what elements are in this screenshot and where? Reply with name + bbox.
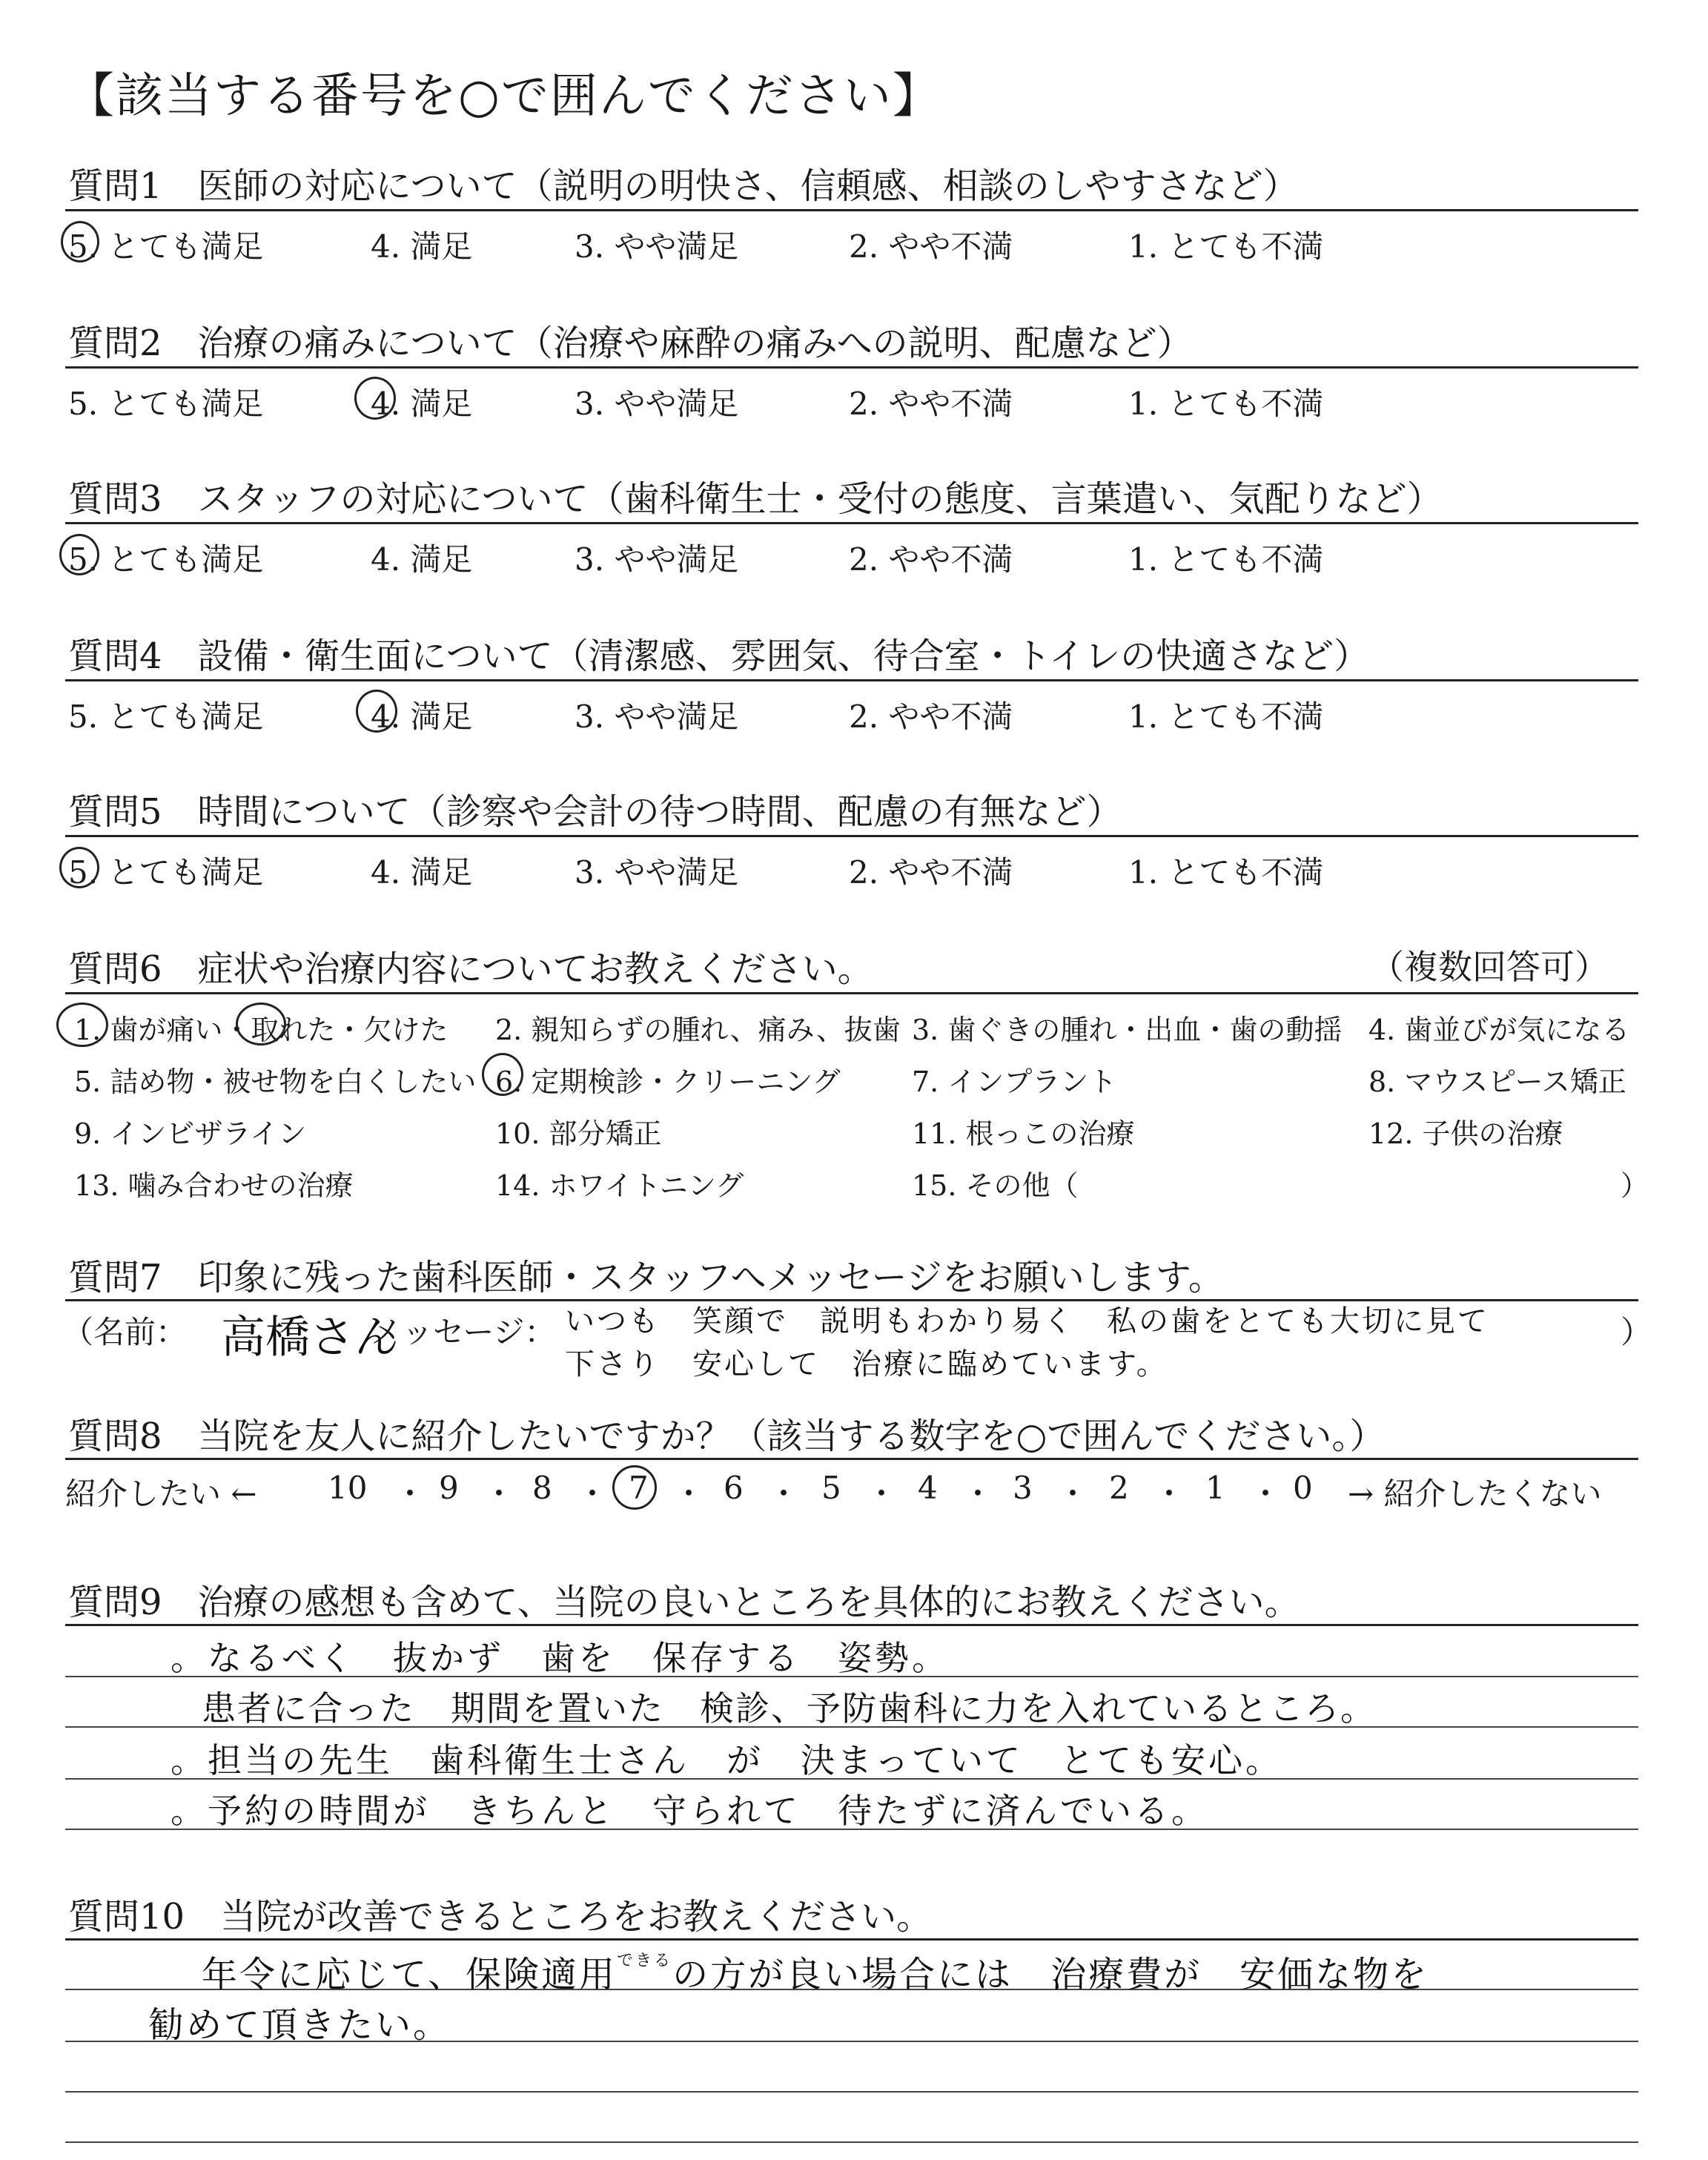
q5-option-5[interactable]: 5. とても満足 — [68, 854, 264, 891]
q10-answer-line-1[interactable] — [202, 1946, 1429, 1997]
q6-option-10[interactable]: 10. 部分矯正 — [495, 1117, 662, 1150]
q6-option-11[interactable]: 11. 根っこの治療 — [912, 1117, 1135, 1150]
q6-option-9[interactable]: 9. インビザライン — [74, 1117, 307, 1150]
question-9-rule — [65, 1624, 1638, 1626]
q3-option-2[interactable]: 2. やや不満 — [849, 541, 1013, 578]
answer-line — [65, 2091, 1638, 2093]
q6-option-14[interactable]: 14. ホワイトニング — [495, 1169, 744, 1202]
q4-selection-circle — [356, 690, 397, 733]
scale-dot: ・ — [1250, 1476, 1282, 1512]
q3-selection-circle — [59, 534, 99, 575]
q1-option-2[interactable]: 2. やや不満 — [849, 228, 1013, 265]
q1-option-1[interactable]: 1. とても不満 — [1128, 228, 1324, 265]
q8-selection-circle — [612, 1465, 657, 1510]
q5-option-2[interactable]: 2. やや不満 — [849, 854, 1013, 891]
q2-option-1[interactable]: 1. とても不満 — [1128, 386, 1324, 422]
q3-option-5[interactable]: 5. とても満足 — [68, 541, 264, 578]
q6-option-4[interactable]: 4. 歯並びが気になる — [1368, 1014, 1630, 1046]
question-10-rule — [65, 1938, 1638, 1941]
q3-option-4[interactable]: 4. 満足 — [371, 541, 473, 578]
scale-0[interactable]: 0 — [1293, 1470, 1313, 1506]
message-close-paren: ） — [1621, 1314, 1652, 1350]
question-9-title: 質問9 治療の感想も含めて、当院の良いところを具体的にお教えください。 — [68, 1582, 1300, 1623]
multiple-answers-note: （複数回答可） — [1370, 947, 1609, 987]
q2-option-2[interactable]: 2. やや不満 — [849, 386, 1013, 422]
scale-1[interactable]: 1 — [1205, 1470, 1225, 1506]
name-label: （名前： — [62, 1314, 188, 1350]
q6-option-7[interactable]: 7. インプラント — [912, 1066, 1117, 1098]
q2-selection-circle — [354, 377, 396, 420]
q1-option-4[interactable]: 4. 満足 — [371, 228, 473, 265]
question-4-rule — [65, 679, 1638, 681]
q10-answer-insertion: できる — [617, 1952, 673, 1970]
q6-selection-circle-6 — [482, 1053, 523, 1096]
message-line-2[interactable]: 下さり 安心して 治療に臨めています。 — [565, 1347, 1168, 1381]
question-5-title: 質問5 時間について（診察や会計の待つ時間、配慮の有無など） — [68, 791, 1122, 833]
scale-6[interactable]: 6 — [724, 1470, 744, 1506]
q4-option-2[interactable]: 2. やや不満 — [849, 698, 1013, 735]
scale-7[interactable]: 7 — [629, 1470, 649, 1506]
q4-option-5[interactable]: 5. とても満足 — [68, 698, 264, 735]
q5-option-1[interactable]: 1. とても不満 — [1128, 854, 1324, 891]
question-1-title: 質問1 医師の対応について（説明の明快さ、信頼感、相談のしやすさなど） — [68, 165, 1299, 207]
q1-option-3[interactable]: 3. やや満足 — [575, 228, 739, 265]
q4-option-1[interactable]: 1. とても不満 — [1128, 698, 1324, 735]
q2-option-4[interactable]: 4. 満足 — [371, 386, 473, 422]
q3-option-1[interactable]: 1. とても不満 — [1128, 541, 1324, 578]
q6-option-13[interactable]: 13. 噛み合わせの治療 — [74, 1169, 354, 1202]
scale-dot: ・ — [866, 1476, 898, 1512]
scale-dot: ・ — [394, 1476, 426, 1512]
q5-selection-circle — [59, 847, 99, 888]
message-line-1[interactable]: いつも 笑顔で 説明もわかり易く 私の歯をとても大切に見て — [565, 1304, 1489, 1338]
q10-answer-line-2[interactable]: 勧めて頂きたい。 — [148, 2004, 451, 2046]
recommend-right-label: → 紹介したくない — [1348, 1476, 1602, 1512]
q9-answer-line-2[interactable]: 患者に合った 期間を置いた 検診、予防歯科に力を入れているところ。 — [202, 1688, 1376, 1728]
scale-dot: ・ — [577, 1476, 609, 1512]
q9-answer-line-3[interactable]: 。担当の先生 歯科衛生士さん が 決まっていて とても安心。 — [171, 1740, 1282, 1780]
question-10-title: 質問10 当院が改善できるところをお教えください。 — [68, 1896, 933, 1938]
question-2-rule — [65, 366, 1638, 369]
scale-4[interactable]: 4 — [918, 1470, 938, 1506]
q10-answer-part-a: 年令に応じて、保険適用 — [202, 1954, 618, 1995]
q9-answer-line-1[interactable]: 。なるべく 抜かず 歯を 保存する 姿勢。 — [171, 1638, 949, 1678]
q6-option-15[interactable]: 15. その他（ — [912, 1169, 1079, 1202]
scale-dot: ・ — [1153, 1476, 1185, 1512]
scale-dot: ・ — [768, 1476, 800, 1512]
q6-option-6[interactable]: 6. 定期検診・クリーニング — [495, 1066, 841, 1098]
q4-option-3[interactable]: 3. やや満足 — [575, 698, 739, 735]
scale-10[interactable]: 10 — [328, 1470, 368, 1506]
scale-2[interactable]: 2 — [1109, 1470, 1129, 1506]
question-3-title: 質問3 スタッフの対応について（歯科衛生士・受付の態度、言葉遣い、気配りなど） — [68, 478, 1443, 520]
q6-option-1[interactable]: 1. 歯が痛い・取れた・欠けた — [74, 1014, 448, 1046]
answer-line — [65, 2141, 1638, 2143]
question-8-rule — [65, 1458, 1638, 1460]
q6-option-2[interactable]: 2. 親知らずの腫れ、痛み、抜歯 — [495, 1014, 901, 1046]
q6-selection-circle-torareta — [236, 1003, 286, 1046]
q6-option-5[interactable]: 5. 詰め物・被せ物を白くしたい — [74, 1066, 477, 1098]
q1-option-5[interactable]: 5. とても満足 — [68, 228, 264, 265]
q9-answer-line-4[interactable]: 。予約の時間が きちんと 守られて 待たずに済んでいる。 — [171, 1791, 1208, 1831]
q6-other-close-paren: ） — [1621, 1169, 1649, 1202]
question-6-rule — [65, 992, 1638, 994]
q4-option-4[interactable]: 4. 満足 — [371, 698, 473, 735]
question-5-rule — [65, 835, 1638, 837]
question-4-title: 質問4 設備・衛生面について（清潔感、雰囲気、待合室・トイレの快適さなど） — [68, 635, 1370, 677]
q6-option-12[interactable]: 12. 子供の治療 — [1368, 1117, 1563, 1150]
form-header: 【該当する番号を○で囲んでください】 — [67, 69, 941, 124]
q5-option-4[interactable]: 4. 満足 — [371, 854, 473, 891]
q2-option-3[interactable]: 3. やや満足 — [575, 386, 739, 422]
q1-selection-circle — [61, 221, 99, 262]
q6-selection-circle-1 — [56, 1003, 108, 1047]
question-7-title: 質問7 印象に残った歯科医師・スタッフへメッセージをお願いします。 — [68, 1257, 1224, 1298]
q6-option-3[interactable]: 3. 歯ぐきの腫れ・出血・歯の動揺 — [912, 1014, 1343, 1046]
scale-3[interactable]: 3 — [1013, 1470, 1033, 1506]
scale-8[interactable]: 8 — [532, 1470, 552, 1506]
question-8-title: 質問8 当院を友人に紹介したいですか？（該当する数字を○で囲んでください。） — [68, 1416, 1386, 1457]
name-value[interactable]: 高橋さん — [221, 1312, 399, 1364]
question-6-title: 質問6 症状や治療内容についてお教えください。 — [68, 948, 873, 990]
question-2-title: 質問2 治療の痛みについて（治療や麻酔の痛みへの説明、配慮など） — [68, 323, 1193, 364]
scale-dot: ・ — [673, 1476, 705, 1512]
question-3-rule — [65, 522, 1638, 524]
q5-option-3[interactable]: 3. やや満足 — [575, 854, 739, 891]
scale-9[interactable]: 9 — [439, 1470, 459, 1506]
q6-option-8[interactable]: 8. マウスピース矯正 — [1368, 1066, 1626, 1098]
scale-dot: ・ — [962, 1476, 994, 1512]
question-1-rule — [65, 209, 1638, 211]
scale-5[interactable]: 5 — [821, 1470, 841, 1506]
recommend-left-label: 紹介したい ← — [65, 1476, 257, 1512]
q3-option-3[interactable]: 3. やや満足 — [575, 541, 739, 578]
message-label: メッセージ： — [371, 1314, 556, 1350]
scale-dot: ・ — [483, 1476, 515, 1512]
q10-answer-part-b: の方が良い場合には 治療費が 安価な物を — [672, 1954, 1429, 1995]
scale-dot: ・ — [1057, 1476, 1089, 1512]
q2-option-5[interactable]: 5. とても満足 — [68, 386, 264, 422]
